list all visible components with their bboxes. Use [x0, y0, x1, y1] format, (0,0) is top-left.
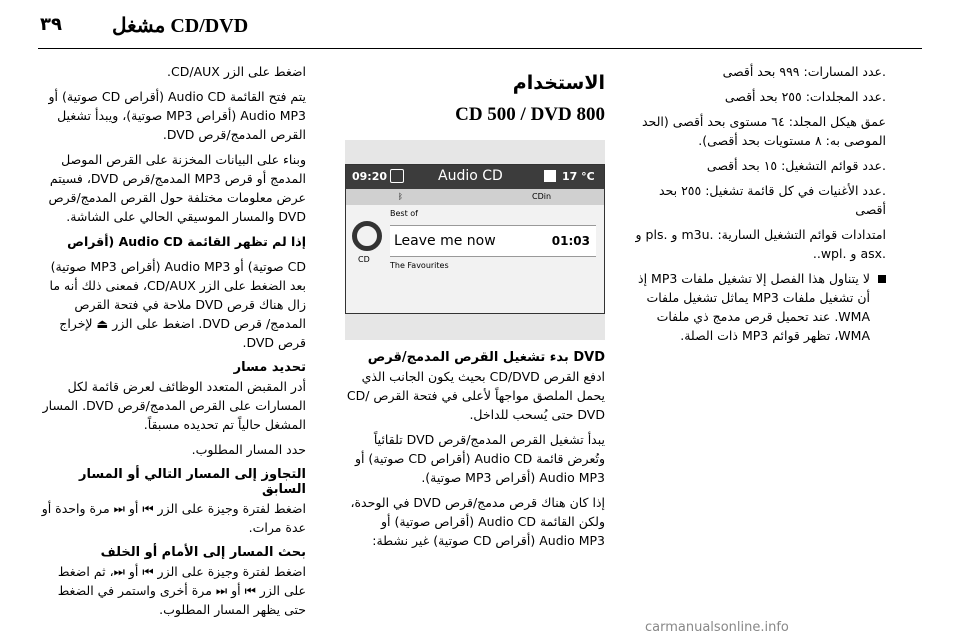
paragraph: .عدد قوائم التشغيل: ١٥ بحد أقصى — [706, 158, 886, 173]
track-title: Leave me now — [394, 233, 496, 249]
current-track-row — [390, 225, 596, 257]
screen-illustration — [345, 140, 605, 340]
subheading-select-track: تحديد مسار — [233, 360, 306, 375]
track-time: 01:03 — [551, 234, 590, 248]
section-subtitle: CD 500 / DVD 800 — [455, 104, 605, 125]
bullet-item — [630, 269, 886, 345]
bullet-text: لا يتناول هذا الفصل إلا تشغيل ملفات MP3 إذ أن تشغيل ملفات MP3 يماثل تشغيل ملفات WMA. عند تحميل قرص مدمج ذي ملفات WMA، تظهر قوائم MP3 ذات الصلة. — [638, 271, 870, 343]
middle-column — [345, 62, 605, 556]
screen-top-bar — [346, 165, 604, 189]
header-rule — [38, 48, 922, 49]
display-screen — [345, 164, 605, 314]
chapter-title: CD/DVD مشغل — [112, 15, 249, 37]
right-column — [630, 62, 886, 345]
subheading-skip: التجاوز إلى المسار التالي أو المسار السابق — [79, 467, 306, 497]
source-icon — [390, 169, 404, 183]
watermark: carmanualsonline.info — [645, 620, 789, 635]
subheading-seek: بحث المسار إلى الأمام أو الخلف — [100, 545, 306, 560]
source-label: Audio CD — [438, 168, 503, 184]
page-header — [0, 0, 960, 50]
screen-status-row — [346, 189, 604, 205]
clock: 09:20 — [352, 170, 388, 183]
bluetooth-icon: ᛒ — [398, 192, 403, 201]
paragraph: .عدد الأغنيات في كل قائمة تشغيل: ٢٥٥ بحد أقصى — [658, 183, 886, 217]
square-bullet-icon — [878, 275, 886, 283]
cd-label: CD — [358, 255, 370, 264]
paragraph: اضغط على الزر CD/AUX. — [167, 64, 306, 79]
paragraph: عمق هيكل المجلد: ٦٤ مستوى بحد أقصى (الحد الموصى به: ٨ مستويات بحد أقصى). — [641, 114, 886, 148]
section-title: الاستخدام — [512, 72, 605, 94]
paragraph-bold: إذا لم تظهر القائمة Audio CD (أقراص — [67, 234, 306, 249]
paragraph: حدد المسار المطلوب. — [191, 442, 306, 457]
paragraph: .عدد المسارات: ٩٩٩ بحد أقصى — [722, 64, 886, 79]
subheading: DVD بدء تشغيل القرص المدمج/قرص — [367, 350, 605, 365]
paragraph: يتم فتح القائمة Audio CD (أقراص CD صوتية) أو Audio MP3 (أقراص MP3 صوتية)، ويبدأ تشغيل القرص المدمج/قرص DVD. — [48, 89, 306, 142]
paragraph: امتدادات قوائم التشغيل السارية: .m3u و .pls و .asx و .wpl.. — [635, 227, 886, 261]
album-label: Best of — [390, 209, 418, 218]
temperature-icon — [544, 170, 556, 182]
temperature: 17 °C — [562, 170, 595, 183]
paragraph: اضغط لفترة وجيزة على الزر ⏮ أو ⏭ مرة واحدة أو عدة مرات. — [41, 501, 306, 535]
paragraph: أدر المقبض المتعدد الوظائف لعرض قائمة لكل المسارات على القرص المدمج/قرص DVD. المسار المشغل حالياً تم تحديده مسبقاً. — [42, 379, 306, 432]
paragraph: .عدد المجلدات: ٢٥٥ بحد أقصى — [724, 89, 886, 104]
paragraph: CD صوتية) أو Audio MP3 (أقراص MP3 صوتية) بعد الضغط على الزر CD/AUX، فمعنى ذلك أنه ما زال هناك قرص DVD ملاحة في فتحة القرص المدمج/ قرص DVD. اضغط على الزر ⏏ لإخراج قرص DVD. — [49, 259, 306, 350]
paragraph: ادفع القرص CD/DVD بحيث يكون الجانب الذي يحمل الملصق مواجهاً لأعلى في فتحة القرص CD/ DVD حتى يُسحب للداخل. — [346, 369, 605, 422]
paragraph: وبناء على البيانات المخزنة على القرص الموصل المدمج أو قرص MP3 المدمج/قرص DVD، فسيتم عرض معلومات مختلفة حول القرص المدمج/قرص DVD والمسار الموسيقي الحالي على الشاشة. — [48, 152, 306, 224]
disc-icon — [352, 221, 382, 251]
paragraph: إذا كان هناك قرص مدمج/قرص DVD في الوحدة، ولكن القائمة Audio CD (أقراص صوتية) أو Audio MP3 (أقراص CD صوتية) غير نشطة: — [350, 495, 605, 548]
next-track: The Favourites — [390, 261, 449, 270]
paragraph: اضغط لفترة وجيزة على الزر ⏮ أو ⏭، ثم اضغط على الزر ⏮ أو ⏭ مرة أخرى واستمر في الضغط حتى يظهر المسار المطلوب. — [57, 564, 306, 617]
cd-in-label: CDin — [532, 192, 552, 201]
page-number: ٣٩ — [40, 14, 62, 35]
paragraph: يبدأ تشغيل القرص المدمج/قرص DVD تلقائياً وتُعرض قائمة Audio CD (أقراص CD صوتية) أو Audio MP3 (أقراص MP3 صوتية). — [354, 432, 605, 485]
left-column — [38, 62, 306, 625]
